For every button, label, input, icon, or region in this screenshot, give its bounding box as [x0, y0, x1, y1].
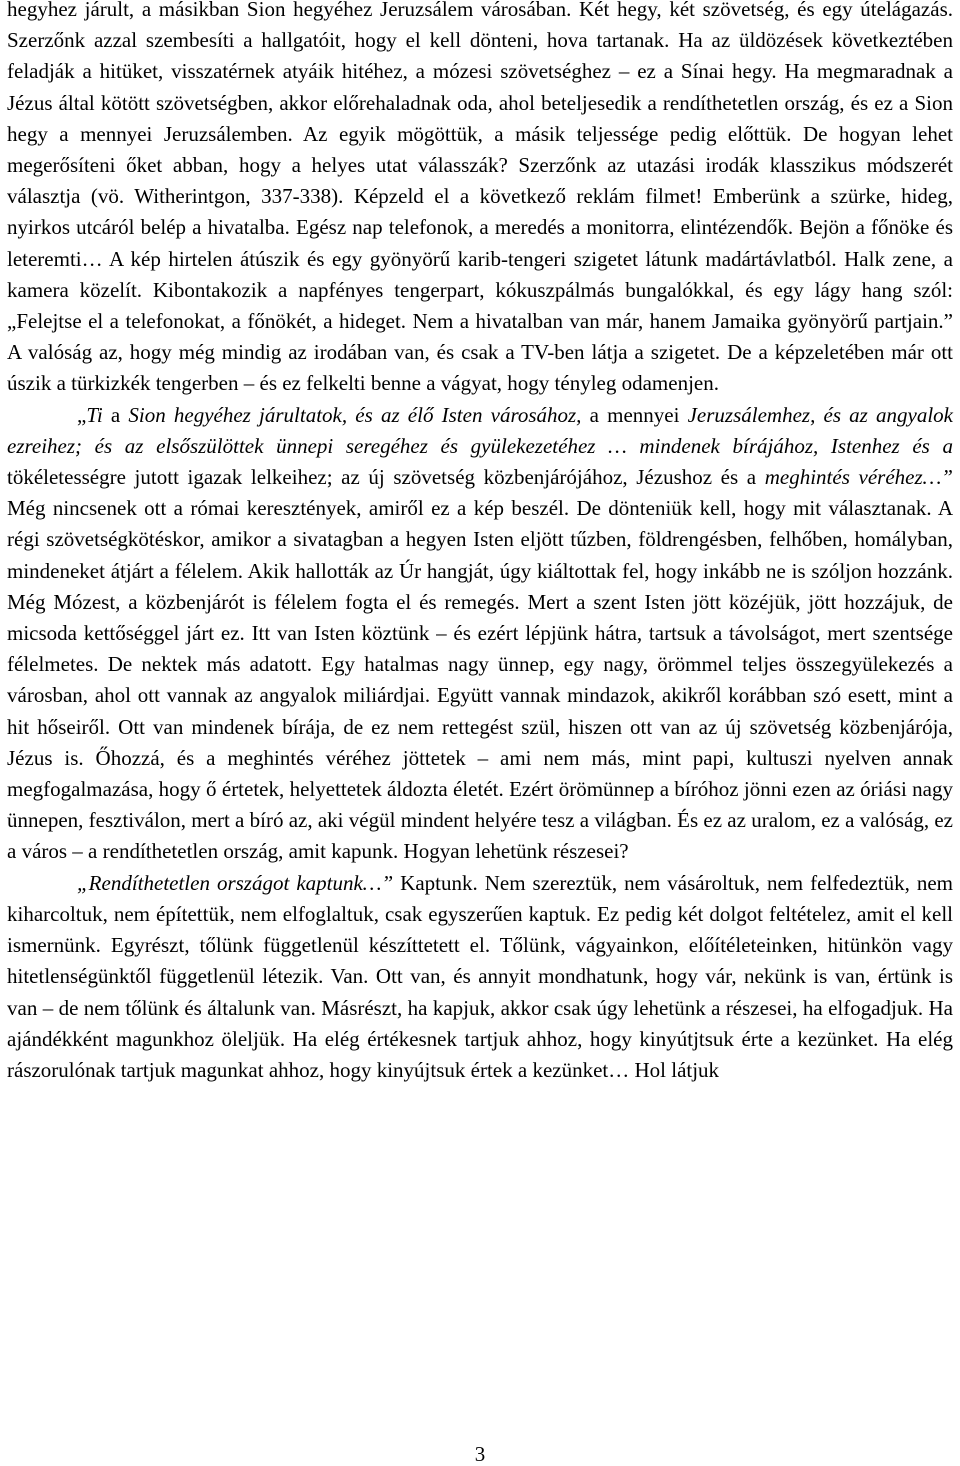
quote-plain-1: a	[102, 402, 129, 427]
paragraph-2	[7, 400, 953, 868]
quote-italic-1: Ti	[86, 402, 103, 427]
paragraph-2-body: Még nincsenek ott a római keresztények, amiről ez a kép beszél. De dönteniük kell, hogy mit választanak. A régi szövetségkötéskor, amikor a sivatagban a hegyen Isten eljött tűzben, földrengésben, felhőben, homályban, mindeneket átjárt a félelem. Akik hallották az Úr hangját, úgy kiáltottak fel, hogy inkább ne is szóljon hozzánk. Még Mózest, a közbenjárót is félelem fogta el és remegés. Mert a szent Isten jött közéjük, jött hozzájuk, de micsoda kettőséggel járt ez. Itt van Isten köztünk – és ezért lépjünk hátra, tartsuk a távolságot, mert szentsége félelmetes. De nektek más adatott. Egy hatalmas nagy ünnep, egy nagy, örömmel teljes összegyülekezés a városban, ahol ott vannak az angyalok miliárdjai. Együtt vannak mindazok, akikről korábban szó esett, mint a hit hőseiről. Ott van mindenek bírája, de ez nem rettegést szül, hiszen ott van az új szövetség közbenjárója, Jézus is. Őhozzá, és a meghintés véréhez jöttetek – ami nem más, mint papi, kultuszi nyelven annak megfogalmazása, hogy ő értetek, helyettetek áldozta életét. Ezért örömünnep a bíróhoz jönni ezen az óriási nagy ünnepen, fesztiválon, mert a bíró az, aki végül mindent helyére tesz a világban. És ez az uralom, ez a valóság, ez a város – a rendíthetetlen ország, amit kapunk. Hogyan lehetünk részesei?	[7, 496, 953, 864]
quote-italic-4: meghintés véréhez…”	[764, 465, 953, 490]
paragraph-3-quote: „Rendíthetetlen országot kaptunk…”	[77, 870, 394, 895]
quote-open-mark: „	[77, 402, 87, 427]
paragraph-1: hegyhez járult, a másikban Sion hegyéhez Jeruzsálem városában. Két hegy, két szövetség, és egy útelágazás. Szerzőnk azzal szembesíti a hallgatóit, hogy el kell dönteni, hova tartanak. Ha az üldözések következtében feladják a hitüket, visszatérnek atyáik hitéhez, a mózesi szövetséghez – ez a Sínai hegy. Ha megmaradnak a Jézus által kötött szövetségben, akkor előrehaladnak oda, ahol beteljesedik a rendíthetetlen ország, és ez a Sion hegy a mennyei Jeruzsálemben. Az egyik mögöttük, a másik teljessége pedig előttük. De hogyan lehet megerősíteni őket abban, hogy a helyes utat válasszák? Szerzőnk az utazási irodák klasszikus módszerét választja (vö. Witherintgon, 337-338). Képzeld el a következő reklám filmet! Emberünk a szürke, hideg, nyirkos utcáról belép a hivatalba. Egész nap telefonok, a meredés a monitorra, elintézendők. Bejön a főnöke és leteremti… A kép hirtelen átúszik és egy gyönyörű karib-tengeri szigetet látunk madártávlatból. Halk zene, a kamera közelít. Kibontakozik a napfényes tengerpart, kókuszpálmás bungalókkal, és egy lágy hang szól: „Felejtse el a telefonokat, a főnökét, a hideget. Nem a hivatalban van már, hanem Jamaika gyönyörű partjain.” A valóság az, hogy még mindig az irodában van, és csak a TV-ben látja a szigetet. De a képzeletében már ott úszik a türkizkék tengerben – és ez felkelti benne a vágyat, hogy tényleg odamenjen.	[7, 0, 953, 396]
quote-italic-2: Sion hegyéhez járultatok, és az élő Isten városához,	[128, 402, 582, 427]
document-body	[7, 0, 953, 1086]
page-number: 3	[474, 1442, 486, 1466]
paragraph-3	[7, 868, 953, 1086]
quote-plain-2: a mennyei	[581, 402, 688, 427]
quote-italic-3: Jeruzsálemhez, és az angyalok ezreihez; és az elsőszülöttek ünnepi seregéhez és gyülekezetéhez … mindenek bírájához, Istenhez és a	[7, 402, 954, 458]
paragraph-3-body: Kaptunk. Nem szereztük, nem vásároltuk, nem felfedeztük, nem kiharcoltuk, nem építettük, nem elfoglaltuk, csak egyszerűen kaptuk. Ez pedig két dolgot feltételez, amit el kell ismernünk. Egyrészt, tőlünk függetlenül készíttetett el. Tőlünk, vágyainkon, előítéleteinken, hitünkön vagy hitetlenségünktől függetlenül létezik. Van. Ott van, és annyit mondhatunk, hogy vár, nekünk is van, értünk is van – de nem tőlünk és általunk van. Másrészt, ha kapjuk, akkor csak úgy lehetünk a részesei, ha elfogadjuk. Ha ajándékként magunkhoz öleljük. Ha elég értékesnek tartjuk ahhoz, hogy kinyútjtsuk érte a kezünket. Ha elég rászorulónak tartjuk magunkat ahhoz, hogy kinyújtsuk értek a kezünket… Hol látjuk	[7, 870, 953, 1082]
quote-plain-3: tökéletességre jutott igazak lelkeihez; az új szövetség közbenjárójához, Jézushoz és a	[7, 465, 765, 490]
